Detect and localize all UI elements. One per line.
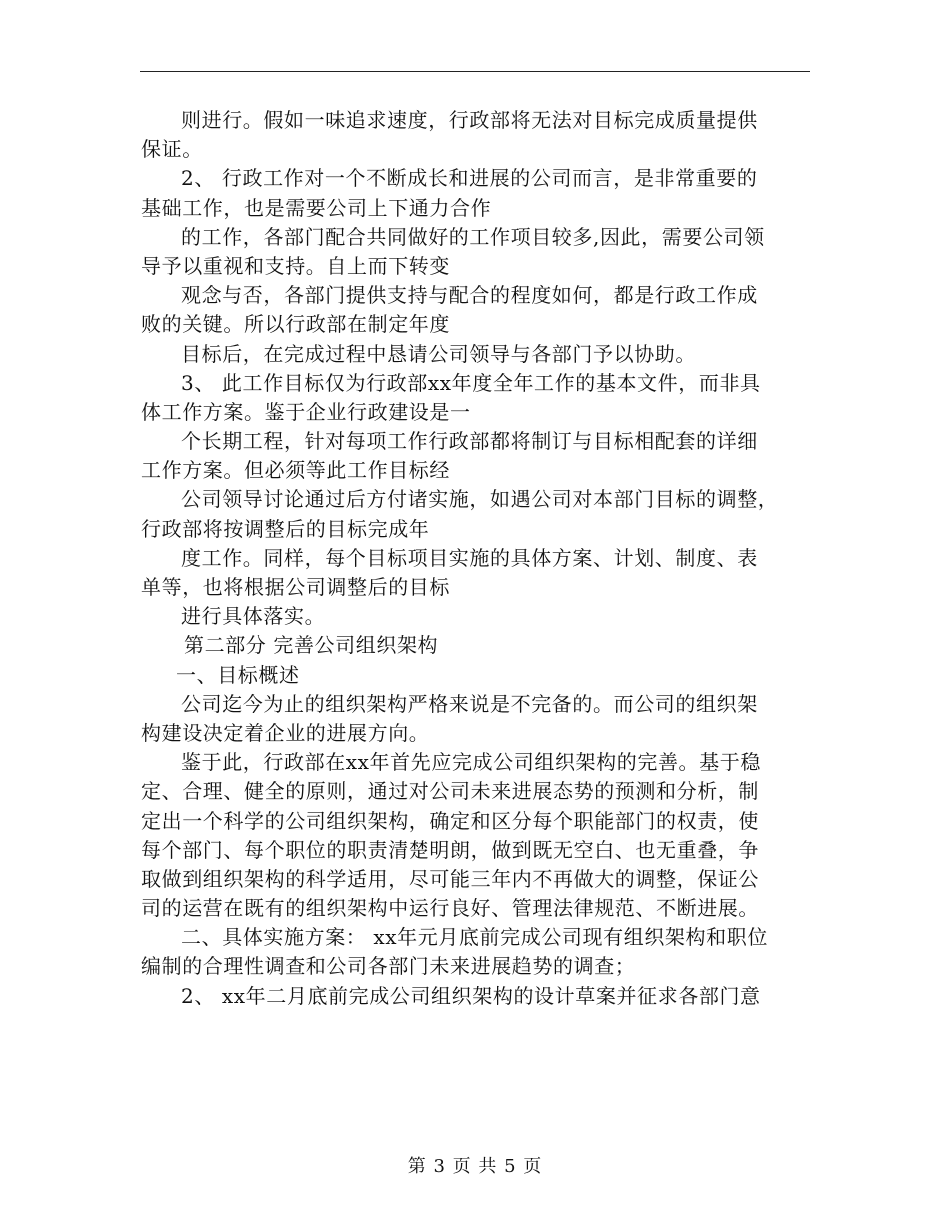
text-line: 定、合理、健全的原则，通过对公司未来进展态势的预测和分析，制 [141,779,759,804]
text-line: 体工作方案。鉴于企业行政建设是一 [141,399,471,424]
text-line: 保证。 [141,137,203,162]
text-line: 工作方案。但必须等此工作目标经 [141,458,450,483]
text-line: 行政部将按调整后的目标完成年 [141,516,430,541]
text-line: 构建设决定着企业的进展方向。 [141,720,430,745]
text-line: 取做到组织架构的科学适用，尽可能三年内不再做大的调整，保证公 [141,866,759,891]
text-line: 一、目标概述 [176,662,300,687]
header-rule [140,71,810,72]
text-line: 第二部分 完善公司组织架构 [184,633,439,658]
text-line: 司的运营在既有的组织架构中运行良好、管理法律规范、不断进展。 [141,896,759,921]
text-line: 2、 xx年二月底前完成公司组织架构的设计草案并征求各部门意 [181,983,761,1008]
text-line: 3、 此工作目标仅为行政部xx年度全年工作的基本文件，而非具 [181,370,761,395]
text-line: 基础工作，也是需要公司上下通力合作 [141,195,492,220]
page-footer: 第 3 页 共 5 页 [407,1156,543,1177]
text-line: 导予以重视和支持。自上而下转变 [141,253,450,278]
text-line: 2、 行政工作对一个不断成长和进展的公司而言，是非常重要的 [181,166,758,191]
text-line: 每个部门、每个职位的职责清楚明朗，做到既无空白、也无重叠，争 [141,837,759,862]
text-line: 定出一个科学的公司组织架构，确定和区分每个职能部门的权责，使 [141,808,759,833]
text-line: 鉴于此，行政部在xx年首先应完成公司组织架构的完善。基于稳 [181,750,761,775]
text-line: 的工作，各部门配合共同做好的工作项目较多,因此，需要公司领 [181,224,765,249]
text-line: 编制的合理性调查和公司各部门未来进展趋势的调查； [141,954,636,979]
text-line: 单等，也将根据公司调整后的目标 [141,575,450,599]
text-line: 观念与否，各部门提供支持与配合的程度如何，都是行政工作成 [181,283,758,308]
text-line: 进行具体落实。 [181,604,326,629]
text-line: 个长期工程，针对每项工作行政部都将制订与目标相配套的详细 [181,429,758,454]
text-line: 目标后，在完成过程中恳请公司领导与各部门予以协助。 [181,341,696,366]
document-body [141,106,811,1011]
text-line: 败的关键。所以行政部在制定年度 [141,312,450,337]
text-line: 度工作。同样，每个目标项目实施的具体方案、计划、制度、表 [181,545,758,570]
text-line: 公司迄今为止的组织架构严格来说是不完备的。而公司的组织架 [181,691,758,716]
text-line: 二、具体实施方案： xx年元月底前完成公司现有组织架构和职位 [181,925,768,950]
text-line: 则进行。假如一味追求速度，行政部将无法对目标完成质量提供 [181,108,758,132]
text-line: 公司领导讨论通过后方付诸实施，如遇公司对本部门目标的调整， [181,487,779,512]
